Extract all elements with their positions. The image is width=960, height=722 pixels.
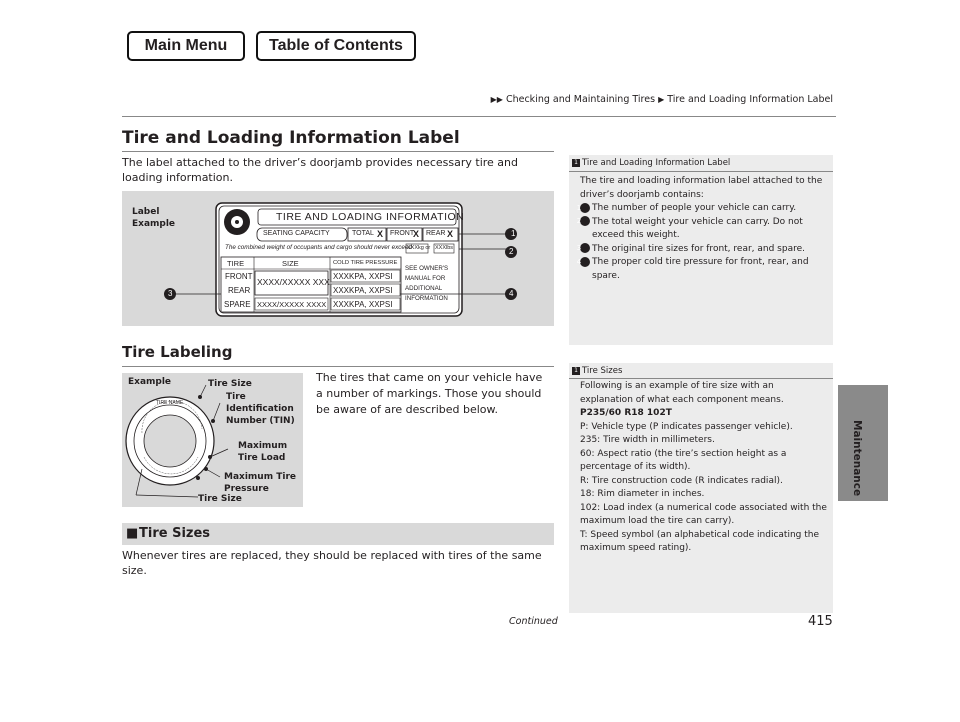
sidebar-item-text: The original tire sizes for front, rear, and spare. bbox=[592, 243, 805, 254]
front-label: FRONT bbox=[390, 230, 415, 237]
number-4-icon: 4 bbox=[580, 257, 590, 267]
see-owners-line: INFORMATION bbox=[405, 295, 448, 302]
tire-size-example: P235/60 R18 102T bbox=[580, 408, 672, 418]
breadcrumb-arrow-icon: ▶▶ bbox=[490, 95, 503, 104]
weight-kg: XXXkg or bbox=[407, 245, 431, 251]
row-front-pressure: XXXKPA, XXPSI bbox=[333, 272, 393, 281]
max-pressure-label: Maximum Tire Pressure bbox=[224, 472, 296, 494]
sidebar2-line: Following is an example of tire size with an explanation of what each component means. bbox=[580, 381, 784, 405]
sidebar-item bbox=[576, 256, 825, 283]
label-example-figure bbox=[122, 191, 554, 326]
note-icon: 1 bbox=[572, 367, 580, 375]
page-title: Tire and Loading Information Label bbox=[122, 128, 460, 148]
row-spare-size: XXXX/XXXXX XXXX bbox=[257, 300, 327, 309]
rear-value: X bbox=[447, 229, 454, 239]
callout-2: 2 bbox=[509, 247, 514, 256]
see-owners-line: MANUAL FOR bbox=[405, 275, 446, 282]
section-divider bbox=[122, 366, 554, 367]
sidebar2-line: R: Tire construction code (R indicates radial). bbox=[580, 475, 783, 486]
tire-labeling-text: The tires that came on your vehicle have a number of markings. Those you should be aware of are described below. bbox=[316, 371, 543, 416]
sidebar-note-heading bbox=[572, 158, 730, 168]
title-divider bbox=[122, 151, 554, 152]
sidebar-item-text: The proper cold tire pressure for front, rear, and spare. bbox=[592, 257, 809, 281]
header-divider bbox=[122, 116, 836, 117]
row-spare-pressure: XXXKPA, XXPSI bbox=[333, 300, 393, 309]
section-tab[interactable] bbox=[838, 385, 888, 501]
sidebar2-line: 18: Rim diameter in inches. bbox=[580, 489, 705, 499]
row-spare-tire: SPARE bbox=[224, 300, 251, 309]
see-owners-line: SEE OWNER'S bbox=[405, 265, 449, 272]
label-example-caption: Label Example bbox=[132, 207, 176, 229]
row-rear-tire: REAR bbox=[228, 286, 251, 295]
sidebar2-line: P: Vehicle type (P indicates passenger vehicle). bbox=[580, 421, 793, 432]
tire-size-top-label: Tire Size bbox=[208, 379, 252, 389]
col-tire: TIRE bbox=[227, 259, 245, 268]
continued-label: Continued bbox=[509, 616, 558, 627]
callout-4: 4 bbox=[509, 289, 514, 298]
breadcrumb-current: Tire and Loading Information Label bbox=[667, 94, 833, 105]
sidebar2-divider bbox=[569, 378, 833, 379]
row-front-size: XXXX/XXXXX XXX bbox=[257, 277, 330, 287]
sidebar2-line: 102: Load index (a numerical code associated with the maximum load the tire can carry). bbox=[580, 502, 827, 526]
sidebar-body bbox=[576, 175, 825, 283]
sidebar2-heading-text: Tire Sizes bbox=[582, 366, 623, 376]
tire-sizes-heading-bar bbox=[122, 523, 554, 545]
tire-sizes-text: Whenever tires are replaced, they should be replaced with tires of the same size. bbox=[122, 549, 542, 577]
breadcrumb-link-tires[interactable]: Checking and Maintaining Tires bbox=[505, 94, 656, 105]
col-cold-pressure: COLD TIRE PRESSURE bbox=[333, 260, 398, 266]
sidebar2-line: T: Speed symbol (an alphabetical code indicating the maximum speed rating). bbox=[580, 529, 820, 553]
breadcrumb-arrow-icon: ▶ bbox=[658, 95, 665, 104]
tire-sizes-heading: Tire Sizes bbox=[139, 526, 211, 541]
rear-label: REAR bbox=[426, 230, 446, 237]
main-menu-button[interactable]: Main Menu bbox=[127, 31, 245, 61]
sidebar-note-tire-sizes bbox=[569, 363, 833, 613]
tire-size-bottom-label: Tire Size bbox=[198, 494, 242, 504]
total-label: TOTAL bbox=[352, 230, 374, 237]
sidebar-divider bbox=[569, 171, 833, 172]
sidebar-item bbox=[576, 216, 825, 243]
see-owners-line: ADDITIONAL bbox=[405, 285, 443, 292]
sidebar-item bbox=[576, 202, 825, 216]
section-tab-label: Maintenance bbox=[851, 420, 863, 497]
intro-paragraph: The label attached to the driver’s doorjamb provides necessary tire and loading information. bbox=[122, 156, 518, 184]
callout-3: 3 bbox=[168, 289, 173, 298]
sidebar-item bbox=[576, 243, 825, 257]
front-value: X bbox=[413, 229, 420, 239]
row-rear-pressure: XXXKPA, XXPSI bbox=[333, 286, 393, 295]
tire-name-text: TIRE NAME bbox=[156, 400, 184, 406]
combined-weight-text: The combined weight of occupants and cargo should never exceed bbox=[225, 244, 412, 251]
weight-lbs: XXXlbs bbox=[435, 245, 454, 251]
page-number: 415 bbox=[808, 614, 833, 629]
tire-markings-figure bbox=[122, 373, 303, 507]
sidebar2-body bbox=[580, 380, 828, 556]
total-value: X bbox=[377, 229, 384, 239]
sidebar-intro: The tire and loading information label attached to the driver’s doorjamb contains: bbox=[580, 176, 823, 200]
table-of-contents-button[interactable]: Table of Contents bbox=[256, 31, 416, 61]
see-owners-manual bbox=[405, 264, 460, 304]
tire-example-caption: Example bbox=[128, 377, 172, 387]
breadcrumb bbox=[491, 94, 833, 105]
sidebar-note-label bbox=[569, 155, 833, 345]
number-3-icon: 3 bbox=[580, 243, 590, 253]
col-size: SIZE bbox=[282, 259, 299, 268]
tire-labeling-heading: Tire Labeling bbox=[122, 343, 233, 361]
sidebar-heading-text: Tire and Loading Information Label bbox=[582, 158, 731, 168]
seating-capacity: SEATING CAPACITY bbox=[263, 230, 330, 237]
label-header: TIRE AND LOADING INFORMATION bbox=[276, 211, 465, 223]
sidebar-item-text: The number of people your vehicle can carry. bbox=[592, 203, 797, 213]
sidebar2-heading bbox=[572, 366, 622, 376]
number-2-icon: 2 bbox=[580, 216, 590, 226]
note-icon: 1 bbox=[572, 159, 580, 167]
sidebar2-line: 235: Tire width in millimeters. bbox=[580, 435, 715, 445]
tin-label: Tire Identification Number (TIN) bbox=[226, 392, 295, 426]
number-1-icon: 1 bbox=[580, 203, 590, 213]
sidebar-item-text: The total weight your vehicle can carry. Do not exceed this weight. bbox=[592, 216, 803, 240]
bullet-icon: ■ bbox=[126, 526, 139, 541]
row-front-tire: FRONT bbox=[225, 272, 253, 281]
sidebar2-line: 60: Aspect ratio (the tire’s section height as a percentage of its width). bbox=[580, 448, 787, 472]
max-load-label: Maximum Tire Load bbox=[238, 441, 288, 463]
